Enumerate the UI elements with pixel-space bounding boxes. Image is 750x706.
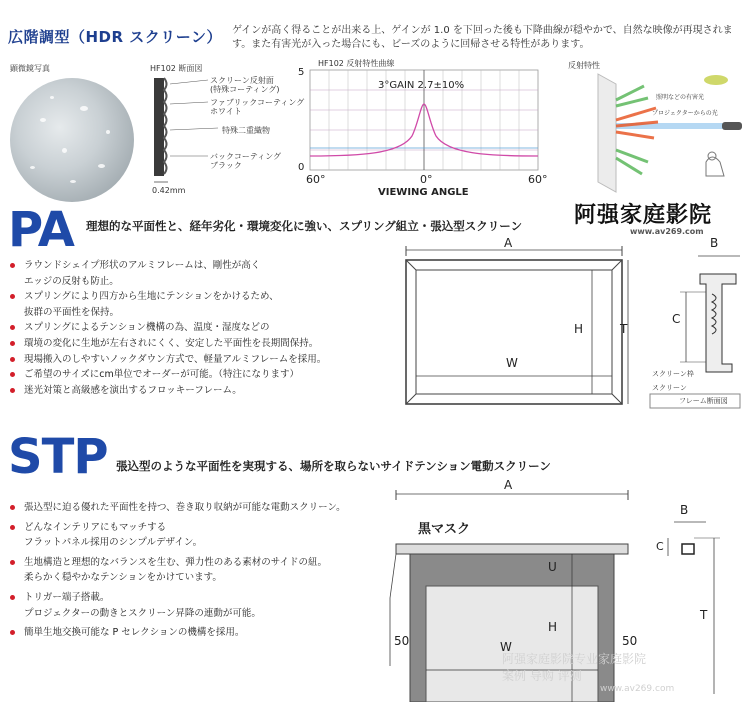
pa-dim-a: A <box>504 236 513 250</box>
section-caption: HF102 断面図 <box>150 64 203 73</box>
reflect-label-2: プロジェクターからの光 <box>652 110 718 117</box>
site-logo: 阿强家庭影院 www.av269.com <box>574 203 713 236</box>
microscope-photo <box>10 78 134 202</box>
list-item: 生地構造と理想的なバランスを生む、弾力性のある素材のサイドの紐。 柔らかく穏やかなテンションをかけています。 <box>6 555 376 586</box>
pa-model-name: PA <box>8 202 74 258</box>
list-item: 簡単生地交換可能な P セレクションの機構を採用。 <box>6 625 376 641</box>
list-item: 迷光対策と高級感を演出するフロッキーフレーム。 <box>6 383 366 399</box>
pa-dim-h: H <box>574 322 584 336</box>
stp-dim-t: T <box>700 608 708 622</box>
thickness-label: 0.42mm <box>152 186 186 195</box>
hdr-description: ゲインが高く得ることが出来る上、ゲインが 1.0 を下回った後も下降曲線が穏やかで、自然な映像が再現されます。また有害光が入った場合にも、ビーズのように回帰させる特性があります。 <box>232 25 733 50</box>
layer-3: 特殊二重織物 <box>222 126 270 135</box>
stp-side-section <box>644 508 744 698</box>
pa-frame-diagram <box>396 236 636 416</box>
list-item: ラウンドシェイプ形状のアルミフレームは、剛性が高く エッジの反射も防止。 <box>6 258 366 289</box>
list-item: 環境の変化に生地が左右されにくく、安定した平面性を長期間保持。 <box>6 336 366 352</box>
curve-x-left: 60° <box>306 173 326 186</box>
watermark-line-2: 案例 导购 评测 <box>502 669 582 683</box>
pa-dim-c: C <box>672 312 681 326</box>
reflect-label-1: 照明などの有害光 <box>656 94 705 101</box>
stp-dim-w: W <box>500 640 512 654</box>
stp-dim-a: A <box>504 478 513 492</box>
layer-4: バックコーティング ブラック <box>210 152 282 170</box>
pa-headline: 理想的な平面性と、経年劣化・環境変化に強い、スプリング組立・張込型スクリーン <box>86 219 523 233</box>
stp-dim-side-right: 50 <box>622 634 638 648</box>
layer-2: ファブリックコーティング ホワイト <box>210 98 305 116</box>
curve-y-5: 5 <box>298 67 305 78</box>
curve-label: 3°GAIN 2.7±10% <box>378 80 465 91</box>
curve-x-right: 60° <box>528 173 548 186</box>
list-item: 張込型に迫る優れた平面性を持つ、巻き取り収納が可能な電動スクリーン。 <box>6 500 376 516</box>
stp-feature-list <box>6 500 376 641</box>
reflection-illustration <box>596 70 746 194</box>
watermark-line-1: 阿强家庭影院专业家庭影院 <box>502 652 647 666</box>
pa-dim-t: T <box>620 322 628 336</box>
list-item: どんなインテリアにもマッチする フラットパネル採用のシンプルデザイン。 <box>6 520 376 551</box>
curve-caption: HF102 反射特性曲線 <box>318 59 395 68</box>
list-item: 現場搬入のしやすいノックダウン方式で、軽量アルミフレームを採用。 <box>6 352 366 368</box>
list-item: スプリングにより四方から生地にテンションをかけるため、 抜群の平面性を保持。 <box>6 289 366 320</box>
watermark-line-3: www.av269.com <box>600 684 675 694</box>
frame-label-1: スクリーン枠 <box>652 370 694 378</box>
stp-dim-u: U <box>548 560 557 574</box>
reflect-caption: 反射特性 <box>568 61 600 70</box>
curve-y-0: 0 <box>298 162 305 173</box>
pa-feature-list <box>6 258 366 398</box>
micro-caption: 顕微鏡写真 <box>10 64 50 73</box>
pa-dim-b: B <box>710 236 719 250</box>
list-item: スプリングによるテンション機構の為、温度・湿度などの <box>6 320 366 336</box>
stp-dim-b: B <box>680 503 689 517</box>
stp-dim-h: H <box>548 620 558 634</box>
stp-dim-c: C <box>656 540 664 553</box>
stp-mask-label: 黒マスク <box>418 522 471 537</box>
curve-x-center: 0° <box>420 173 433 186</box>
list-item: トリガー端子搭載。 プロジェクターの動きとスクリーン昇降の連動が可能。 <box>6 590 376 621</box>
frame-section-label: フレーム断面図 <box>679 397 728 405</box>
pa-dim-w: W <box>506 356 518 370</box>
frame-label-2: スクリーン <box>652 384 687 392</box>
list-item: ご希望のサイズにcm単位でオーダーが可能。（特注になります） <box>6 367 366 383</box>
stp-dim-side-left: 50 <box>394 634 410 648</box>
hdr-title: 広階調型（HDR スクリーン） <box>8 28 222 46</box>
stp-model-name: STP <box>8 429 108 485</box>
layer-1: スクリーン反射面 (特殊コーティング) <box>210 76 280 94</box>
curve-xlabel: VIEWING ANGLE <box>378 187 469 198</box>
stp-headline: 張込型のような平面性を実現する、場所を取らないサイドテンション電動スクリーン <box>116 459 551 473</box>
